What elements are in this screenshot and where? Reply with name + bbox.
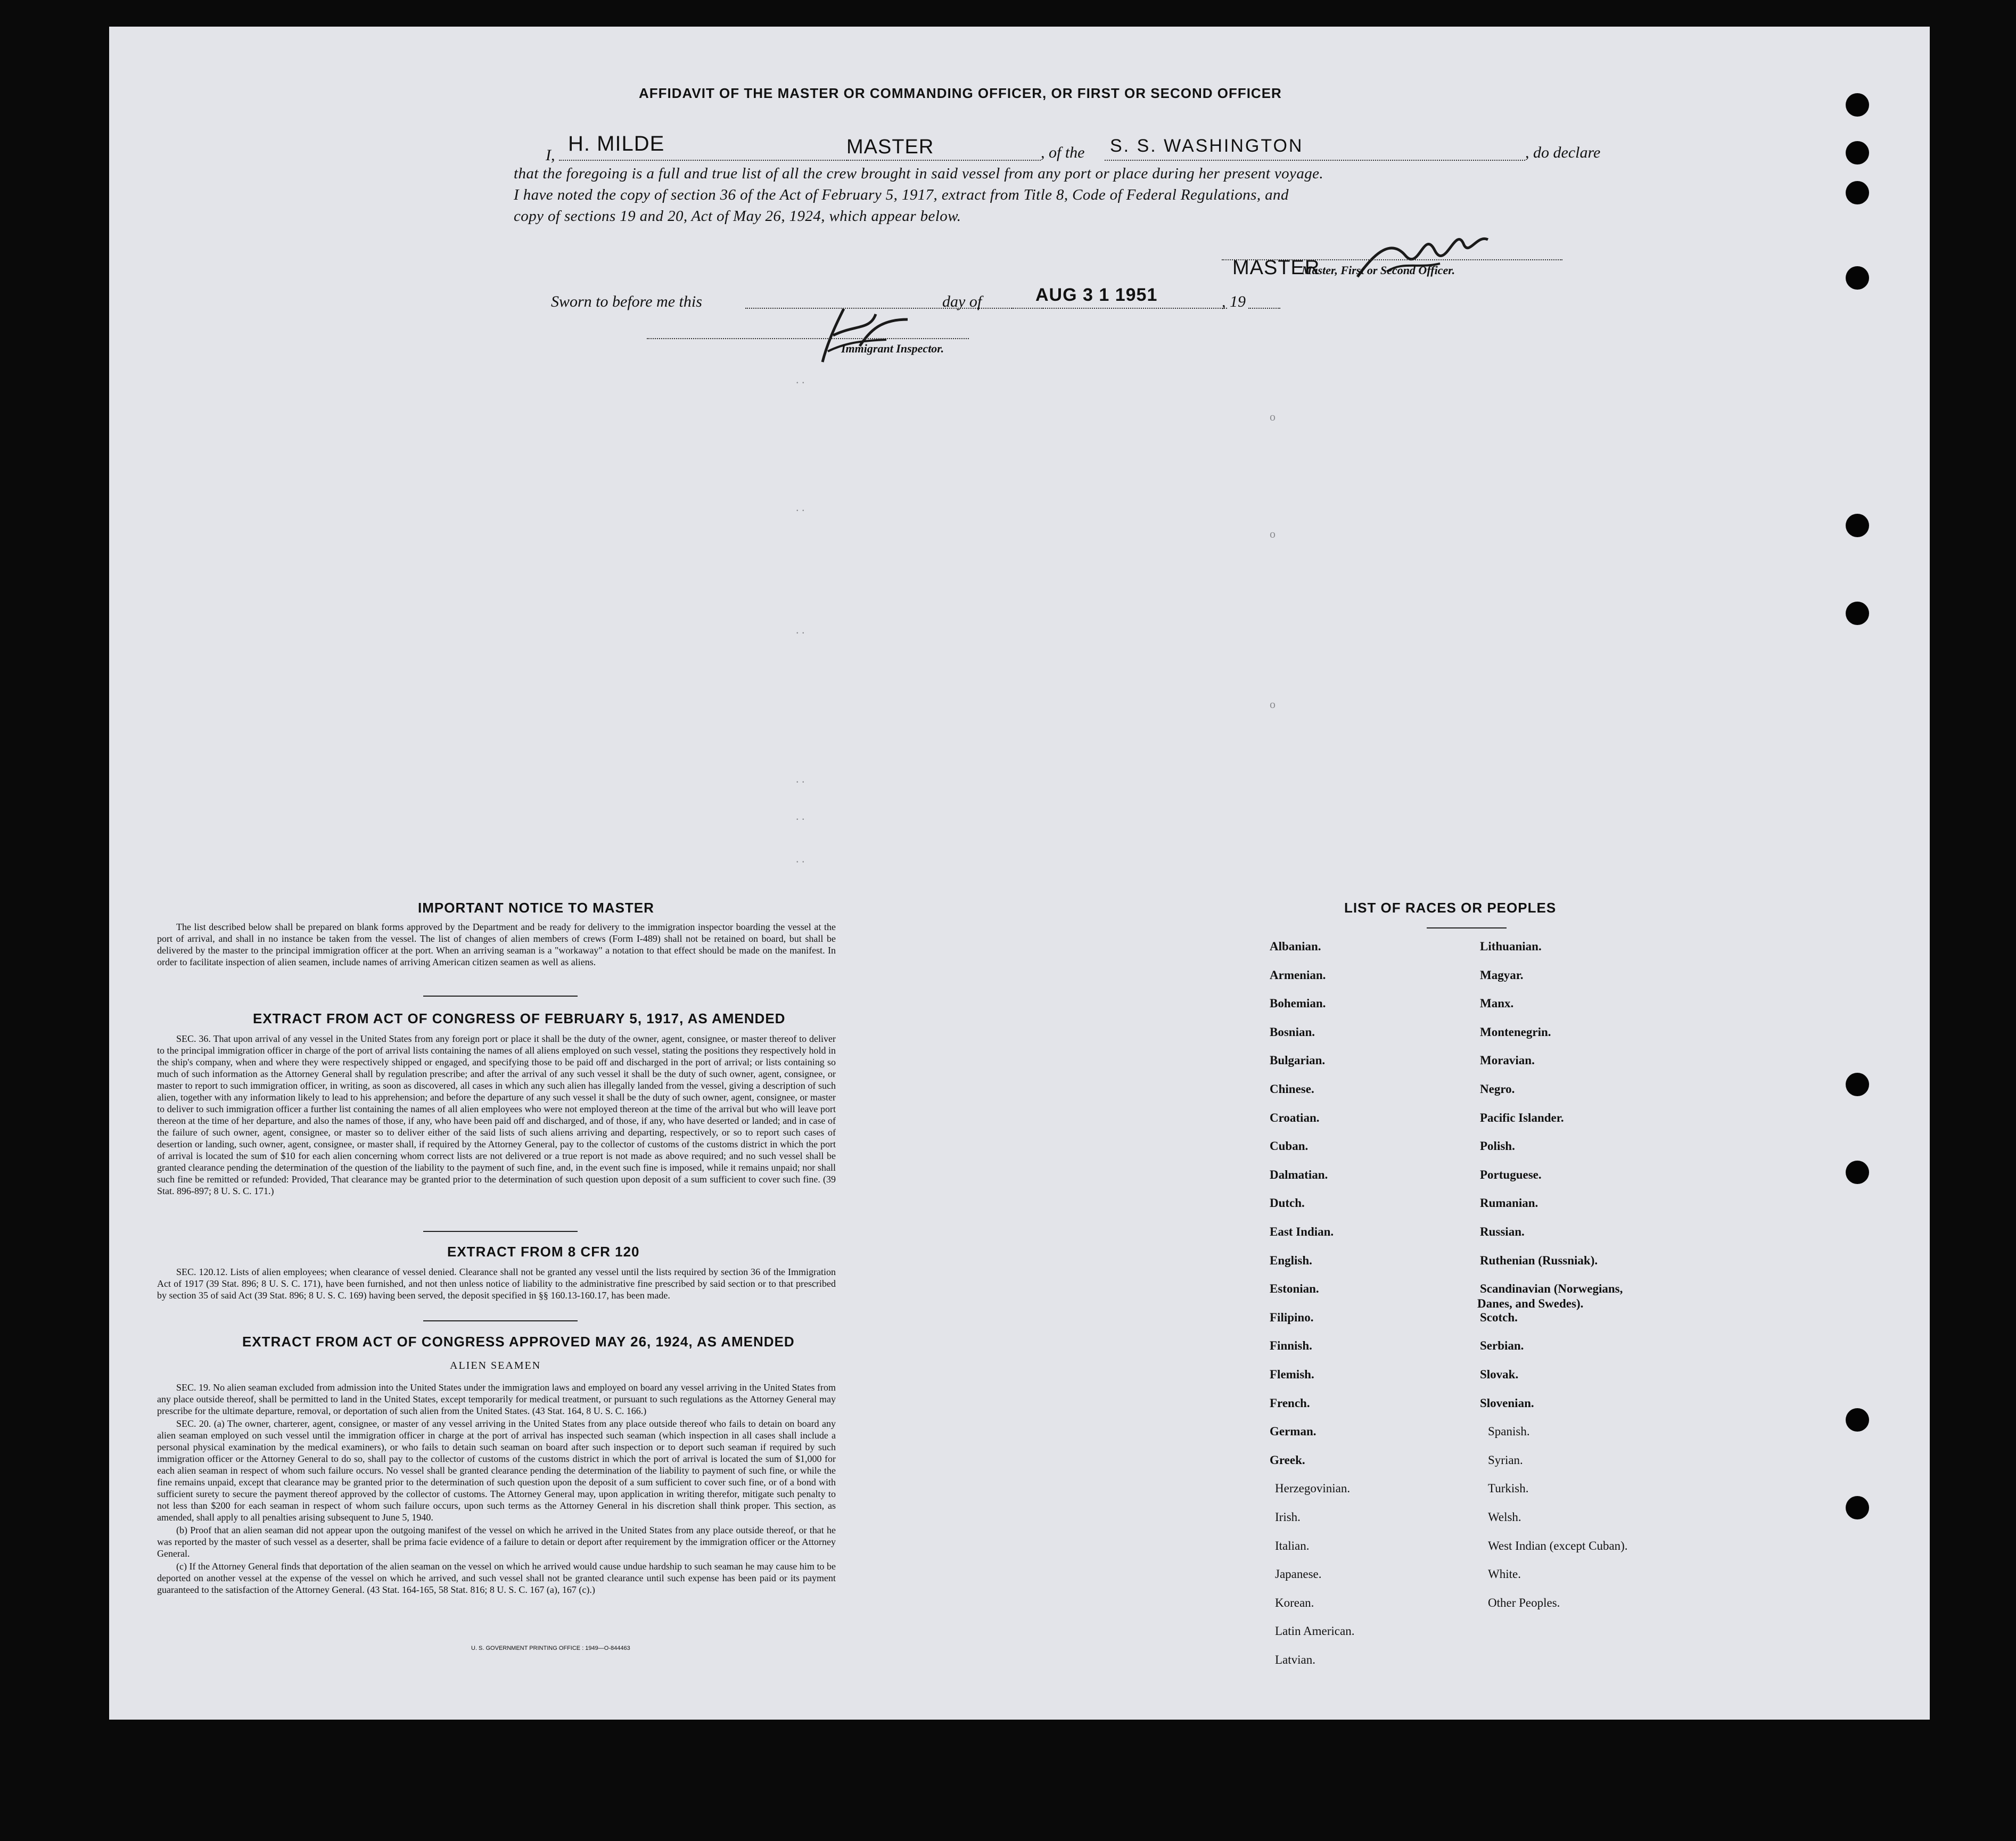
sworn-date-stamp: AUG 3 1 1951 [1035,285,1158,305]
extract-1924-title: EXTRACT FROM ACT OF CONGRESS APPROVED MAY 26, 1924, AS AMENDED [242,1334,795,1350]
printer-imprint: U. S. GOVERNMENT PRINTING OFFICE : 1949—O-844463 [471,1645,630,1651]
extract-1917-text: SEC. 36. That upon arrival of any vessel in the United States from any foreign port or place it shall be the duty of the owner, agent, consignee, or master thereof to deliver to the principal immigration officer in charge of the port of arrival lists containing the names of all aliens employed on such vessel, stating the positions they respectively hold in the ship's company, when and where they were respectively shipped or engaged, and specifying those to be paid off and discharged in the port of arrival; or lists containing so much of such information as the Attorney General shall by regulation prescribe; and after the arrival of any such vessel it shall be the duty of such owner, agent, consignee, or master to report to such immigration officer, in writing, as soon as discovered, all cases in which any such alien has illegally landed from the vessel, giving a description of such alien, together with any information likely to lead to his apprehension; and before the departure of any such vessel it shall be the duty of such owner, agent, consignee, or master to deliver to such immigration officer a further list containing the names of all alien employees who were not employed thereon at the time of the arrival but who will leave port thereon at the time of her departure, and also the names of those, if any, who have been paid off and discharged, and of those, if any, who have deserted or landed; and in case of the failure of such owner, agent, consignee, or master so to deliver either of the said lists of such aliens arriving and departing, respectively, or so to report such cases of desertion or landing, such owner, agent, consignee, or master shall, if required by the Attorney General, pay to the collector of customs of the customs district in which the port of arrival is located the sum of $10 for each alien concerning whom correct lists are not delivered or a true report is not made as above required; and no such vessel shall be granted clearance pending the determination of the question of the liability to the payment of such fine, and, in the event such fine is imposed, while it remains unpaid; nor shall such fine be remitted or refunded: Provided, That clearance may be granted prior to the determination of such question upon deposit of a sum sufficient to cover such fine. (39 Stat. 896-897; 8 U. S. C. 171.) [157,1033,836,1196]
race-item: Chinese. [1270,1082,1314,1096]
name-line [559,160,868,161]
race-item: Flemish. [1270,1368,1314,1381]
race-item: Slovak. [1480,1368,1519,1381]
extract-1917-body [157,1033,836,1198]
race-item: Bohemian. [1270,997,1326,1010]
race-item: Turkish. [1488,1482,1529,1495]
year-line [1248,308,1280,309]
race-item: Rumanian. [1480,1196,1538,1210]
notice-title: IMPORTANT NOTICE TO MASTER [418,900,654,916]
race-item: Armenian. [1270,968,1326,982]
race-item: Japanese. [1275,1567,1322,1581]
race-item: Syrian. [1488,1453,1523,1467]
binder-hole [1846,602,1869,625]
race-item: Finnish. [1270,1339,1312,1353]
vessel-name: S. S. WASHINGTON [1110,136,1304,156]
binder-hole [1846,514,1869,537]
binder-hole [1846,1408,1869,1432]
do-declare-label: , do declare [1525,144,1601,161]
race-item: Latvian. [1275,1653,1315,1666]
race-item: Italian. [1275,1539,1310,1552]
binder-hole [1846,266,1869,290]
sworn-label: Sworn to before me this [551,293,702,310]
of-the-label: , of the [1041,144,1085,161]
race-item: Montenegrin. [1480,1025,1551,1039]
affidavit-title: AFFIDAVIT OF THE MASTER OR COMMANDING OFFICER, OR FIRST OR SECOND OFFICER [639,85,1282,101]
extract-cfr-text: SEC. 120.12. Lists of alien employees; when clearance of vessel denied. Clearance shall not be granted any vessel until the lists required by section 36 of the Immigration Act of 1917 (39 Stat. 896; 8 U. S. C. 171), have been furnished, and not then unless notice of liability to the administrative fine prescribed by said section or to that prescribed by section 35 of said Act (39 Stat. 896; 8 U. S. C. 169) having been served, the deposit specified in §§ 160.13-160.17, has been made. [157,1267,836,1301]
race-item: Magyar. [1480,968,1524,982]
vessel-line [1105,160,1525,161]
race-item: Spanish. [1488,1425,1530,1439]
extract-1924-sec20a: SEC. 20. (a) The owner, charterer, agent, consignee, or master of any vessel arriving in the United States from any place outside thereof who fails to detain on board any alien seaman employed on such vessel until the immigration officer in charge at the port of arrival has inspected such seaman (which inspection in all cases shall include a personal physical examination by the medical examiners), or who fails to detain such seaman on board after such inspection or to deport such seaman if required by such immigration officer or the Attorney General to do so, shall pay to the collector of customs of the customs district in which the port of arrival is located the sum of $1,000 for each alien seaman in respect of whom such failure occurs. No vessel shall be granted clearance pending the determination of the liability to payment of such fine, or while the fine remains unpaid, except that clearance may be granted prior to the determination of such question upon the deposit of a sum sufficient to cover such fine, or of a bond with sufficient surety to secure the payment thereof approved by the collector of customs. The Attorney General may, upon application in writing therefor, mitigate such penalty to not less than $200 for each seaman in respect of whom such failure occurs, upon such terms as the Attorney General in his discretion shall think proper. This section, as amended, shall apply to all penalties arising subsequent to June 5, 1940. [157,1418,836,1523]
affidavit-line-4: copy of sections 19 and 20, Act of May 26, 1924, which appear below. [514,208,961,225]
race-item: Dutch. [1270,1196,1305,1210]
extract-1924-sec19: SEC. 19. No alien seaman excluded from admission into the United States under the immigration laws and employed on board any vessel arriving in the United States from any place outside thereof, shall be permitted to land in the United States, except temporarily for medical treatment, or pursuant to such regulations as the Attorney General may prescribe for the ultimate departure, removal, or deportation of such alien from the United States. (43 Stat. 164, 8 U. S. C. 166.) [157,1382,836,1416]
binder-hole [1846,141,1869,165]
race-item: French. [1270,1396,1310,1410]
binder-hole [1846,181,1869,204]
race-item: Polish. [1480,1139,1515,1153]
race-item: Cuban. [1270,1139,1309,1153]
race-item: Scandinavian (Norwegians, [1480,1282,1623,1296]
divider [423,1320,578,1321]
races-divider [1427,927,1507,928]
race-item: Slovenian. [1480,1396,1534,1410]
races-title: LIST OF RACES OR PEOPLES [1344,900,1557,916]
race-item: Russian. [1480,1225,1525,1238]
divider [423,1231,578,1232]
notice-text: The list described below shall be prepared on blank forms approved by the Department and be ready for delivery to the immigration inspector boarding the vessel at the port of arrival, and shall in no instance be taken from the vessel. The list of changes of alien members of crews (Form I-489) shall not be retained on board, but shall be delivered by the master to the principal immigration officer at the port. When an arriving seaman is a "workaway" a notation to that effect should be made on the manifest. In order to facilitate inspection of alien seamen, include names of arriving American citizen seamen as well as aliens. [157,922,836,967]
race-item: Welsh. [1488,1510,1521,1524]
race-item: Bulgarian. [1270,1054,1326,1067]
race-item: Lithuanian. [1480,940,1542,953]
race-item: Estonian. [1270,1282,1319,1296]
race-item: East Indian. [1270,1225,1334,1238]
year-suffix: , 19 [1222,293,1246,310]
rank-line [846,160,1041,161]
race-item: Ruthenian (Russniak). [1480,1253,1598,1267]
race-item: West Indian (except Cuban). [1488,1539,1628,1552]
race-item: Korean. [1275,1596,1314,1609]
race-item: Latin American. [1275,1624,1355,1638]
race-item: English. [1270,1253,1312,1267]
document-page: . . . . . . . . . . . . o o o AFFIDAVIT OF THE MASTER OR COMMANDING OFFICER, OR FIRST OR SECOND OFFICER I, H. MILDE MASTER , of the S. S. WASHINGTON , do declare that the foregoing is a full and true list of all the crew brought in said vessel from any port or place during her present voyage. I have noted the copy of section 36 of the Act of February 5, 1917, extract from Title 8, Code of Federal Regulations, and copy of sections 19 and 20, Act of May 26, 1924, which appear below. MASTER Master, First or Second Officer. Sworn to before me this day of AUG 3 1 1951 , 19 Immigrant Inspector. IMPORTANT NOTICE TO MASTER The list described below shall be prepared on blank forms approved by the Department and be ready for delivery to the immigration inspector boarding the vessel at the port of arrival, and shall in no instance be taken from the vessel. The list of changes of alien members of crews (Form I-489) shall not be retained on board, but shall be delivered by the master to the principal immigration officer at the port. When an arriving seaman is a "workaway" a notation to that effect should be made on the manifest. In order to facilitate inspection of alien seamen, include names of arriving American citizen seamen as well as aliens. EXTRACT FROM ACT OF CONGRESS OF FEBRUARY 5, 1917, AS AMENDED SEC. 36. That upon arrival of any vessel in the United States from any foreign port or place it shall be the duty of the owner, agent, consignee, or master thereof to deliver to the principal immigration officer in charge of the port of arrival lists containing the names of all aliens employed on such vessel, stating the positions they respectively hold in the ship's company, when and where they were respectively shipped or engaged, and specifying those to be paid off and discharged in the port of arrival; or lists containing so much of such information as the Attorney General shall by regulation prescribe; and after the arrival of any such vessel it shall be the duty of such owner, agent, consignee, or master to report to such immigration officer, in writing, as soon as discovered, all cases in which any such alien has illegally landed from the vessel, giving a description of such alien, together with any information likely to lead to his apprehension; and before the departure of any such vessel it shall be the duty of such owner, agent, consignee, or master to deliver to such immigration officer a further list containing the names of all alien employees who were not employed thereon at the time of the arrival but who will leave port thereon at the time of her departure, and also the names of those, if any, who have been paid off and discharged, and of those, if any, who have deserted or landed; and in case of the failure of such owner, agent, consignee, or master so to deliver either of the said lists of such aliens arriving and departing, respectively, or so to report such cases of desertion or landing, such owner, agent, consignee, or master shall, if required by the Attorney General, pay to the collector of customs of the customs district in which the port of arrival is located the sum of $10 for each alien concerning whom correct lists are not delivered or a true report is not made as above required; and no such vessel shall be granted clearance pending the determination of the question of the liability to the payment of such fine, and, in the event such fine is imposed, while it remains unpaid; nor shall such fine be remitted or refunded: Provided, That clearance may be granted prior to the determination of such question upon deposit of a sum sufficient to cover such fine. (39 Stat. 896-897; 8 U. S. C. 171.) EXTRACT FROM 8 CFR 120 SEC. 120.12. Lists of alien employees; when clearance of vessel denied. Clearance shall not be granted any vessel until the lists required by section 36 of the Immigration Act of 1917 (39 Stat. 896; 8 U. S. C. 171), have been furnished, and not then unless notice of liability to the administrative fine prescribed by said section or to that prescribed by section 35 of said Act (39 Stat. 896; 8 U. S. C. 169) having been served, the deposit specified in §§ 160.13-160.17, has been made. EXTRACT FROM ACT OF CONGRESS APPROVED MAY 26, 1924, AS AMENDED ALIEN SEAMEN SEC. 19. No alien seaman excluded from admission into the United States under the immigration laws and employed on board any vessel arriving in the United States from any place outside thereof, shall be permitted to land in the United States, except temporarily for medical treatment, or pursuant to such regulations as the Attorney General may prescribe for the ultimate departure, removal, or deportation of such alien from the United States. (43 Stat. 164, 8 U. S. C. 166.) SEC. 20. (a) The owner, charterer, agent, consignee, or master of any vessel arriving in the United States from any place outside thereof who fails to detain on board any alien seaman employed on such vessel until the immigration officer in charge at the port of arrival has inspected such seaman (which inspection in all cases shall include a personal physical examination by the medical examiners), or who fails to detain such seaman on board after such inspection or to deport such seaman if required by such immigration officer or the Attorney General to do so, shall pay to the collector of customs of the customs district in which the port of arrival is located the sum of $1,000 for each alien seaman in respect of whom such failure occurs. No vessel shall be granted clearance pending the determination of the liability to payment of such fine, or while the fine remains unpaid, except that clearance may be granted prior to the determination of such question upon the deposit of a sum sufficient to cover such fine, or of a bond with sufficient surety to secure the payment thereof approved by the collector of customs. The Attorney General may, upon application in writing therefor, mitigate such penalty to not less than $200 for each seaman in respect of whom such failure occurs, upon such terms as the Attorney General in his discretion shall think proper. This section, as amended, shall apply to all penalties arising subsequent to June 5, 1940. (b) Proof that an alien seaman did not appear upon the outgoing manifest of the vessel on which he arrived in the United States from any place outside thereof, or that he was reported by the master of such vessel as a deserter, shall be prima facie evidence of a failure to detain or deport after requirement by the immigration officer or the Attorney General. (c) If the Attorney General finds that deportation of the alien seaman on the vessel on which he arrived would cause undue hardship to such seaman he may cause him to be deported on another vessel at the expense of the vessel on which he arrived, and such vessel shall not be granted clearance until such expense has been paid or its payment guaranteed to the satisfaction of the Attorney General. (43 Stat. 164-165, 58 Stat. 816; 8 U. S. C. 167 (a), 167 (c).) U. S. GOVERNMENT PRINTING OFFICE : 1949—O-844463 LIST OF RACES OR PEOPLES Albanian. Armenian. Bohemian. Bosnian. Bulgarian. Chinese. Croatian. Cuban. Dalmatian. Dutch. East Indian. English. Estonian. Filipino. Finnish. Flemish. French. German. Greek. Herzegovinian. Irish. Italian. Japanese. Korean. Latin American. Latvian. Lithuanian. Magyar. Manx. Montenegrin. Moravian. Negro. Pacific Islander. Polish. Portuguese. Rumanian. Russian. Ruthenian (Russniak). Scandinavian (Norwegians, Danes, and Swedes). Scotch. Serbian. Slovak. Slovenian. Spanish. Syrian. Turkish. Welsh. West Indian (except Cuban). White. Other Peoples. [109,27,1930,1720]
inspector-signature [812,298,918,367]
race-item: White. [1488,1567,1521,1581]
race-item: Other Peoples. [1488,1596,1560,1609]
binder-hole [1846,93,1869,117]
inspector-line [647,338,969,339]
race-item: German. [1270,1425,1316,1439]
race-item: Croatian. [1270,1111,1320,1124]
sworn-month-line [1011,308,1227,309]
race-item: Danes, and Swedes). [1477,1297,1584,1311]
race-item: Dalmatian. [1270,1168,1328,1181]
extract-cfr-body [157,1266,836,1302]
race-item: Pacific Islander. [1480,1111,1564,1124]
master-rank: MASTER [846,136,934,158]
race-item: Negro. [1480,1082,1515,1096]
binder-hole [1846,1496,1869,1519]
race-item: Moravian. [1480,1054,1535,1067]
extract-1924-body [157,1382,836,1597]
inspector-caption: Immigrant Inspector. [841,342,944,355]
master-stamp: MASTER [1232,257,1320,279]
day-of-label: day of [942,293,982,310]
extract-1924-sec20b: (b) Proof that an alien seaman did not appear upon the outgoing manifest of the vessel on which he arrived in the United States from any place outside thereof, or that he was reported by the master of such vessel as a deserter, shall be prima facie evidence of a failure to detain or deport after requirement by the immigration officer or the Attorney General. [157,1525,836,1559]
binder-hole [1846,1073,1869,1096]
extract-1917-title: EXTRACT FROM ACT OF CONGRESS OF FEBRUARY 5, 1917, AS AMENDED [253,1010,786,1026]
affidavit-line-3: I have noted the copy of section 36 of the Act of February 5, 1917, extract from Title 8, Code of Federal Regulations, and [514,186,1289,203]
race-item: Herzegovinian. [1275,1482,1351,1495]
extract-1924-subtitle: ALIEN SEAMEN [450,1360,541,1371]
extract-cfr-title: EXTRACT FROM 8 CFR 120 [447,1244,640,1260]
extract-1924-sec20c: (c) If the Attorney General finds that deportation of the alien seaman on the vessel on which he arrived would cause undue hardship to such seaman he may cause him to be deported on another vessel at the expense of the vessel on which he arrived, and such vessel shall not be granted clearance until such expense has been paid or its payment guaranteed to the satisfaction of the Attorney General. (43 Stat. 164-165, 58 Stat. 816; 8 U. S. C. 167 (a), 167 (c).) [157,1561,836,1595]
race-item: Albanian. [1270,940,1321,953]
master-signature [1355,218,1493,293]
master-name: H. MILDE [568,132,665,155]
master-signature-line [1222,259,1562,260]
master-signature-caption: Master, First or Second Officer. [1302,264,1455,277]
divider [423,996,578,997]
race-item: Portuguese. [1480,1168,1542,1181]
affidavit-line-2: that the foregoing is a full and true list of all the crew brought in said vessel from any port or place during her present voyage. [514,165,1324,182]
race-item: Manx. [1480,997,1514,1010]
binder-hole [1846,1161,1869,1184]
notice-body [157,921,836,969]
race-item: Greek. [1270,1453,1305,1467]
race-item: Scotch. [1480,1310,1518,1324]
race-item: Filipino. [1270,1310,1314,1324]
race-item: Bosnian. [1270,1025,1315,1039]
affidavit-prefix: I, [546,146,555,164]
race-item: Irish. [1275,1510,1301,1524]
race-item: Serbian. [1480,1339,1524,1353]
